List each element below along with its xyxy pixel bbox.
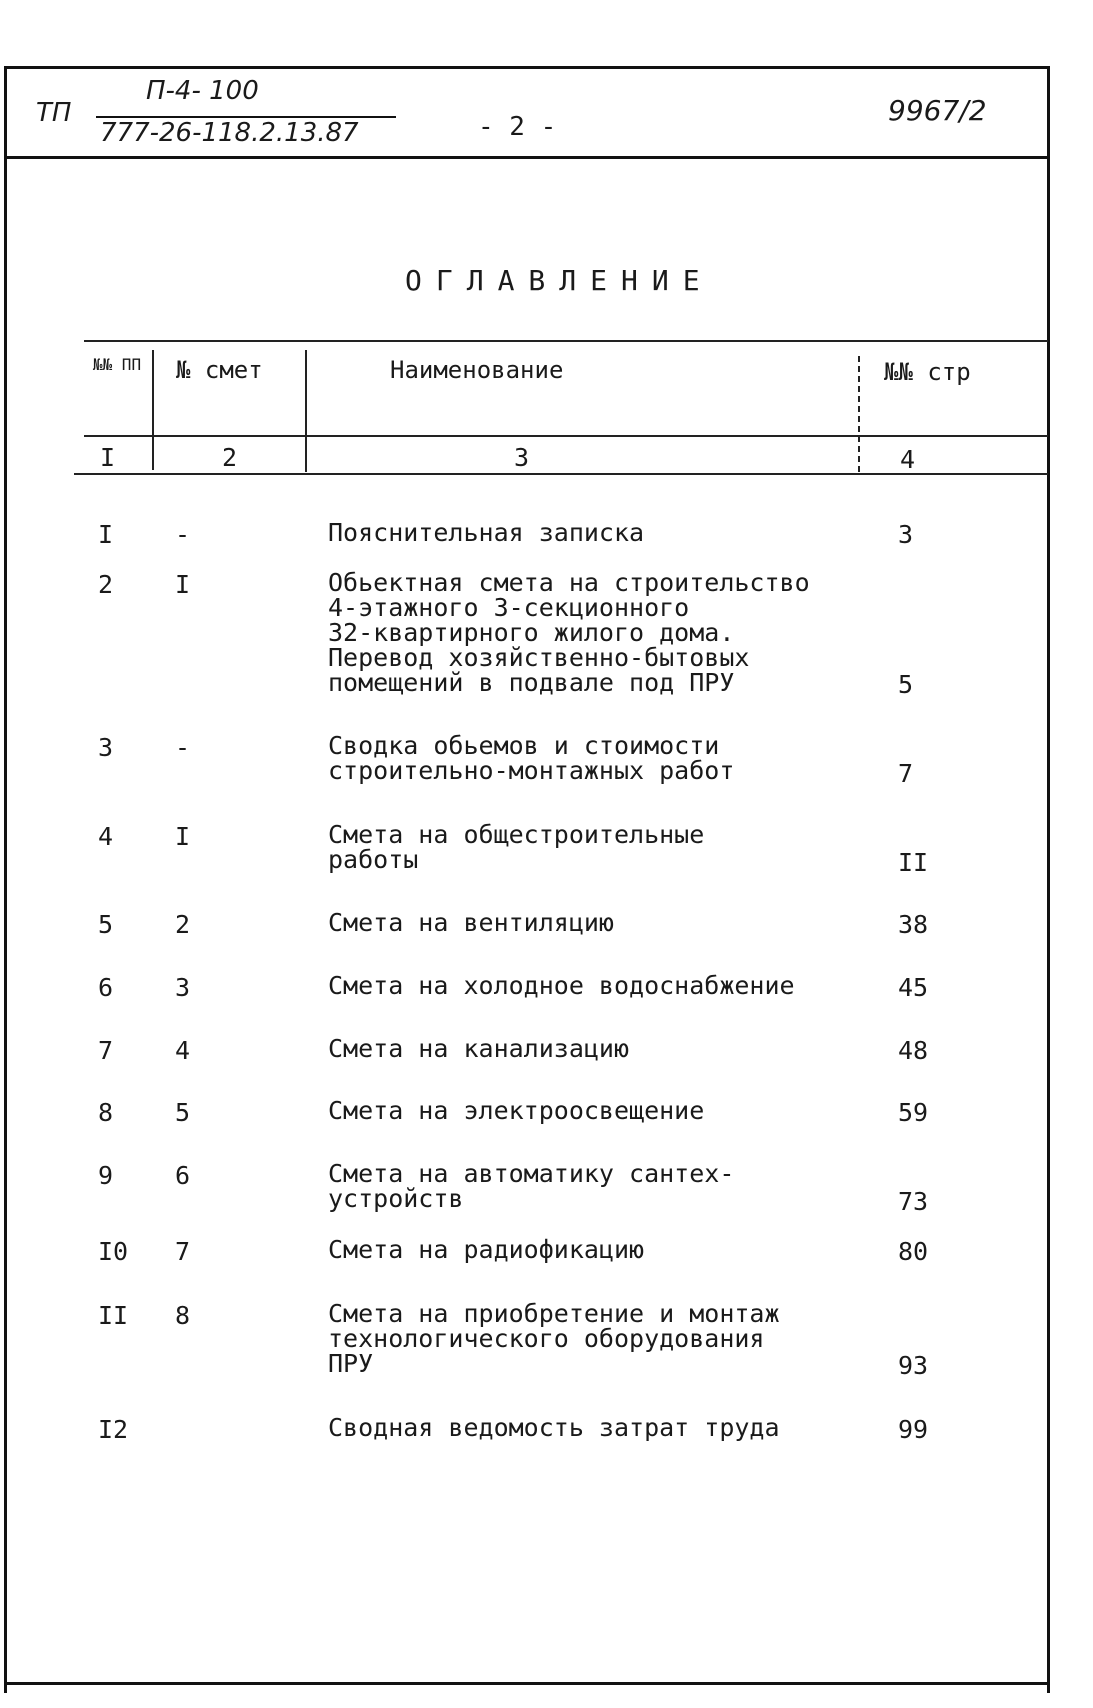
row-number: 5 bbox=[98, 910, 114, 939]
row-name: Смета на канализацию bbox=[328, 1034, 630, 1063]
row-page: 73 bbox=[898, 1187, 929, 1216]
row-name: Пояснительная записка bbox=[328, 518, 645, 547]
stamp-code-bottom: 777-26-118.2.13.87 bbox=[100, 118, 359, 148]
col-divider-2 bbox=[305, 350, 307, 472]
row-page: 7 bbox=[898, 759, 914, 788]
row-page: 99 bbox=[898, 1415, 929, 1444]
table-header-rule bbox=[84, 435, 1048, 437]
col-divider-3 bbox=[858, 356, 860, 472]
colnum-1: I bbox=[100, 443, 116, 472]
row-page: 38 bbox=[898, 910, 929, 939]
row-name: Смета на приобретение и монтаж технологического оборудования ПРУ bbox=[328, 1299, 780, 1378]
row-number: I2 bbox=[98, 1415, 129, 1444]
row-estimate: I bbox=[175, 822, 191, 851]
document-number: 9967/2 bbox=[888, 94, 987, 127]
row-estimate: 2 bbox=[175, 910, 191, 939]
row-name: Смета на вентиляцию bbox=[328, 908, 614, 937]
stamp-code-top: П-4- 100 bbox=[146, 76, 259, 106]
row-name: Смета на общестроительные работы bbox=[328, 820, 705, 874]
row-name: Обьектная смета на строительство 4-этажного 3-секционного 32-квартирного жилого дома. Перевод хозяйственно-бытовых помещений в подвале под ПРУ bbox=[328, 568, 810, 697]
row-estimate: - bbox=[175, 520, 191, 549]
row-number: I0 bbox=[98, 1237, 129, 1266]
page-frame bbox=[4, 66, 1050, 1693]
row-number: 8 bbox=[98, 1098, 114, 1127]
row-page: II bbox=[898, 848, 929, 877]
row-number: 3 bbox=[98, 733, 114, 762]
row-number: I bbox=[98, 520, 114, 549]
colnum-3: 3 bbox=[514, 443, 530, 472]
row-number: II bbox=[98, 1301, 129, 1330]
row-page: 48 bbox=[898, 1036, 929, 1065]
row-estimate: - bbox=[175, 733, 191, 762]
row-estimate: 4 bbox=[175, 1036, 191, 1065]
header-estimate: № смет bbox=[176, 356, 263, 384]
row-number: 4 bbox=[98, 822, 114, 851]
row-estimate: 3 bbox=[175, 973, 191, 1002]
row-name: Смета на электроосвещение bbox=[328, 1096, 705, 1125]
page-title: ОГЛАВЛЕНИЕ bbox=[405, 264, 714, 297]
row-number: 7 bbox=[98, 1036, 114, 1065]
stamp-prefix: ТП bbox=[36, 98, 72, 128]
header-rule bbox=[4, 156, 1048, 159]
row-name: Смета на автоматику сантех- устройств bbox=[328, 1159, 735, 1213]
row-page: 5 bbox=[898, 670, 914, 699]
row-name: Смета на холодное водоснабжение bbox=[328, 971, 795, 1000]
row-number: 6 bbox=[98, 973, 114, 1002]
col-divider-1 bbox=[152, 350, 154, 470]
frame-bottom-rule bbox=[4, 1682, 1048, 1685]
colnum-4: 4 bbox=[900, 445, 916, 474]
row-name: Смета на радиофикацию bbox=[328, 1235, 645, 1264]
row-estimate: 8 bbox=[175, 1301, 191, 1330]
table-top-rule bbox=[84, 340, 1048, 342]
row-number: 9 bbox=[98, 1161, 114, 1190]
row-page: 80 bbox=[898, 1237, 929, 1266]
page-marker: - 2 - bbox=[478, 112, 557, 142]
row-page: 59 bbox=[898, 1098, 929, 1127]
colnum-2: 2 bbox=[222, 443, 238, 472]
row-name: Сводная ведомость затрат труда bbox=[328, 1413, 780, 1442]
header-page: №№ стр bbox=[884, 358, 971, 386]
row-page: 3 bbox=[898, 520, 914, 549]
row-page: 45 bbox=[898, 973, 929, 1002]
row-estimate: 5 bbox=[175, 1098, 191, 1127]
row-estimate: 6 bbox=[175, 1161, 191, 1190]
row-page: 93 bbox=[898, 1351, 929, 1380]
row-name: Сводка обьемов и стоимости строительно-монтажных работ bbox=[328, 731, 735, 785]
row-estimate: I bbox=[175, 570, 191, 599]
row-number: 2 bbox=[98, 570, 114, 599]
header-num: №№ ПП bbox=[92, 355, 142, 374]
header-name: Наименование bbox=[390, 356, 564, 384]
row-estimate: 7 bbox=[175, 1237, 191, 1266]
